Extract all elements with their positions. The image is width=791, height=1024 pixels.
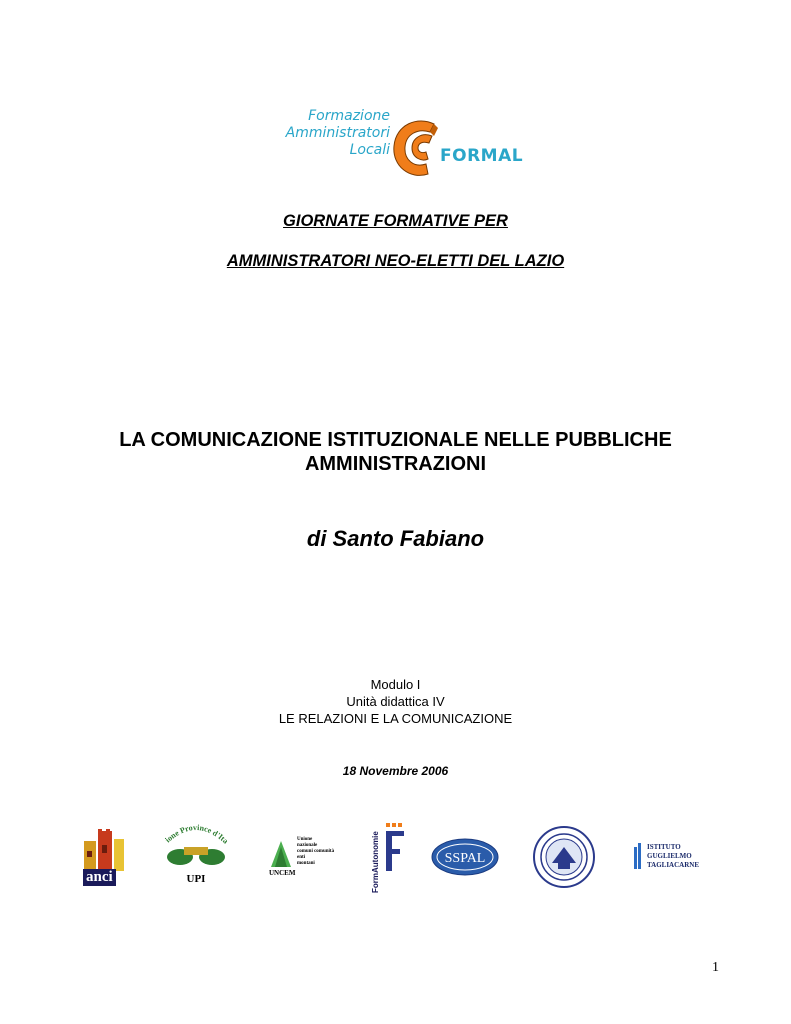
module-info: Modulo I Unità didattica IV LE RELAZIONI E LA COMUNICAZIONE xyxy=(278,677,513,726)
upi-logo: ione Province d'Ita UPI xyxy=(160,817,232,895)
partner-logos xyxy=(80,815,720,905)
anci-logo: anci xyxy=(80,827,128,887)
seal-icon xyxy=(532,825,596,889)
tagliacarne-mark-icon xyxy=(632,843,644,871)
svg-text:FormAutonomie: FormAutonomie xyxy=(371,831,380,893)
sspal-badge-icon xyxy=(430,837,500,877)
formal-logo xyxy=(270,108,530,188)
formal-swirl-icon xyxy=(388,114,444,184)
ministry-seal-logo xyxy=(532,825,596,889)
sspal-logo xyxy=(430,837,500,877)
author: di Santo Fabiano xyxy=(306,526,485,551)
uncem-logo: Unione nazionale comuni comunità enti montani UNCEM xyxy=(269,837,335,877)
svg-text:Unione Province d'Italia: ione Province d'Ita xyxy=(163,822,231,846)
formal-brand-label: FORMAL xyxy=(440,146,524,166)
page-number: 1 xyxy=(712,960,719,975)
document-title: LA COMUNICAZIONE ISTITUZIONALE NELLE PUBBLICHE AMMINISTRAZIONI xyxy=(119,429,672,475)
formal-logo-text: Formazione Amministratori Locali xyxy=(285,108,390,158)
heading-line-1: GIORNATE FORMATIVE PER xyxy=(283,212,508,230)
formautonomie-logo xyxy=(370,821,410,895)
date: 18 Novembre 2006 xyxy=(342,764,449,778)
uncem-tree-icon xyxy=(269,839,293,869)
svg-text:SSPAL: SSPAL xyxy=(444,851,486,866)
heading-line-2: AMMINISTRATORI NEO-ELETTI DEL LAZIO xyxy=(226,252,565,270)
tagliacarne-logo: ISTITUTO GUGLIELMO TAGLIACARNE xyxy=(632,841,712,875)
formautonomie-mark-icon xyxy=(370,821,410,895)
